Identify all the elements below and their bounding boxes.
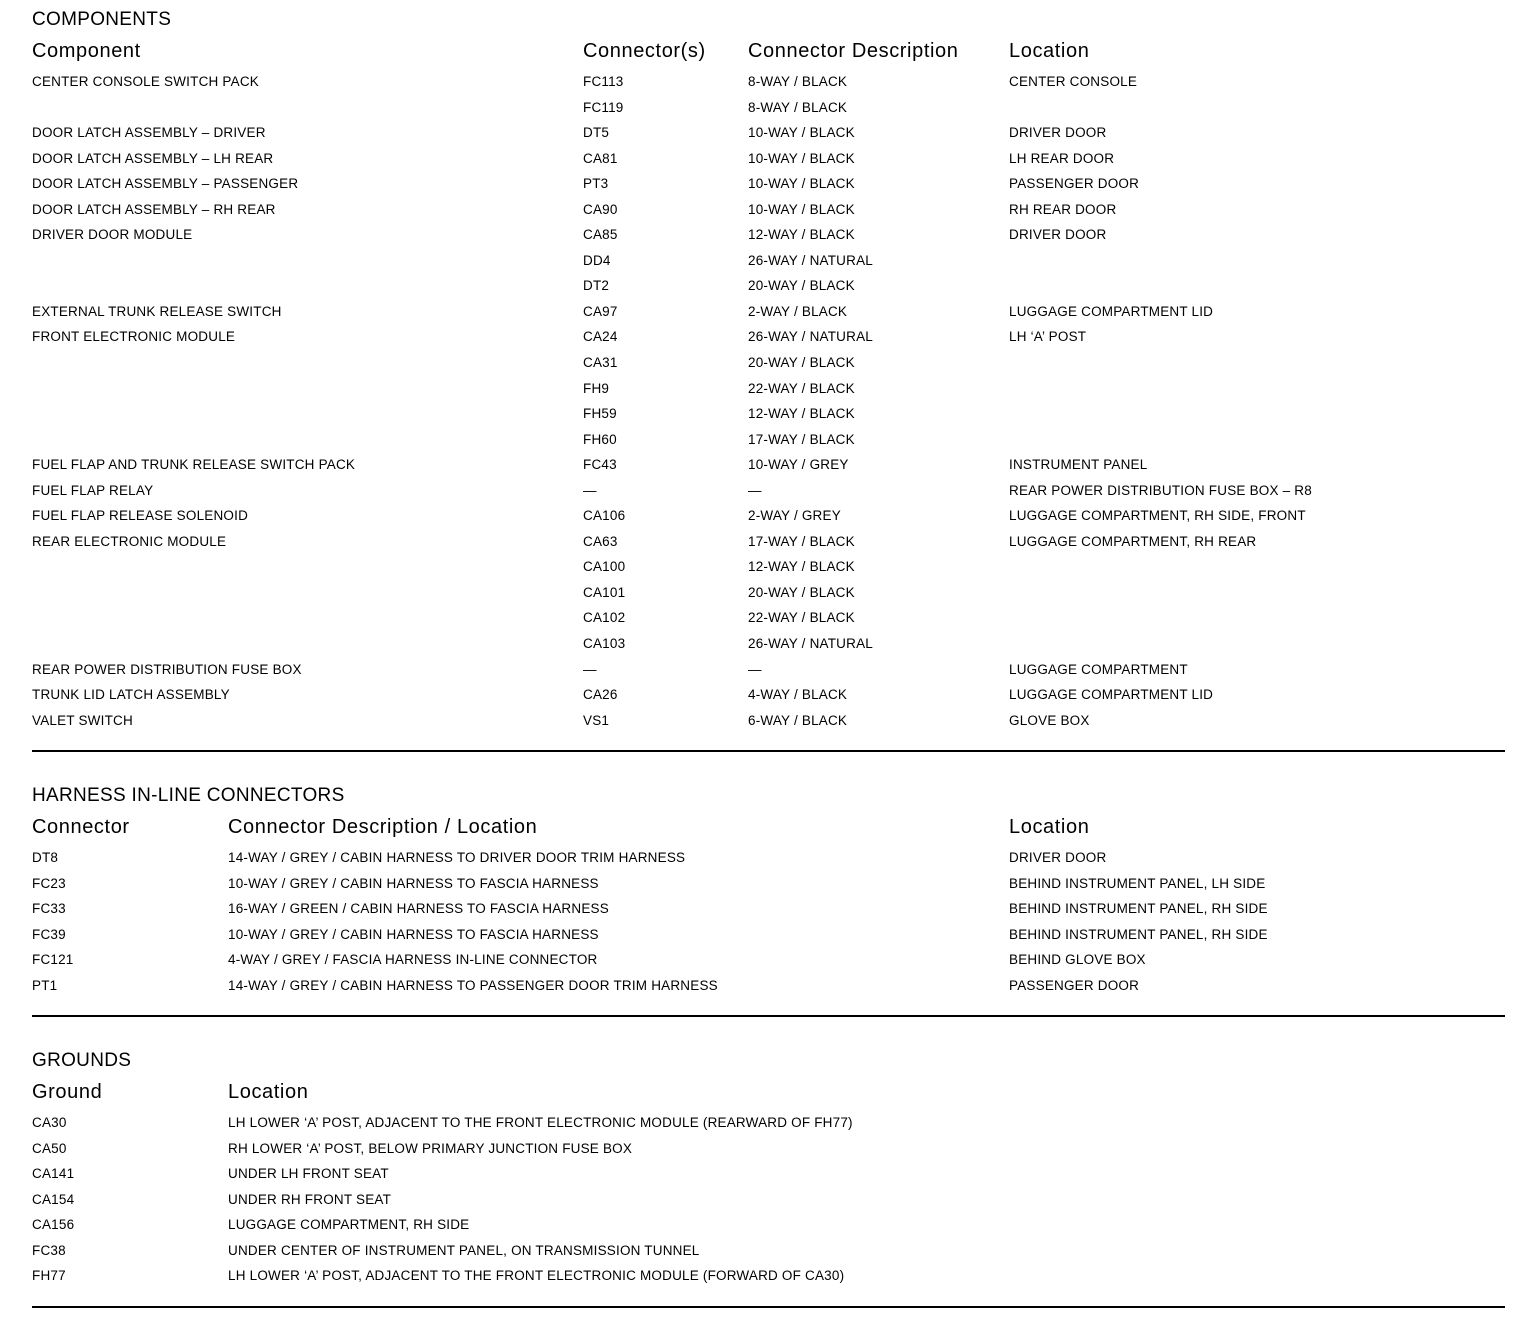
location-cell: UNDER RH FRONT SEAT <box>228 1191 392 1207</box>
component-cell: DOOR LATCH ASSEMBLY – LH REAR <box>32 150 274 166</box>
component-cell: FUEL FLAP RELAY <box>32 482 154 498</box>
grounds-divider <box>32 1306 1505 1308</box>
table-row <box>32 658 1505 684</box>
table-row <box>32 1188 1505 1214</box>
connector-cell: — <box>583 661 597 677</box>
location-cell: UNDER CENTER OF INSTRUMENT PANEL, ON TRANSMISSION TUNNEL <box>228 1242 700 1258</box>
harness-header-row <box>32 810 1505 846</box>
description-cell: 14-WAY / GREY / CABIN HARNESS TO DRIVER DOOR TRIM HARNESS <box>228 850 686 865</box>
connector-cell: CA106 <box>583 508 626 524</box>
component-cell: DRIVER DOOR MODULE <box>32 227 193 243</box>
connector-cell: FC113 <box>583 74 624 89</box>
header-location: Location <box>1009 816 1090 838</box>
table-row <box>32 198 1505 224</box>
description-cell: 4-WAY / GREY / FASCIA HARNESS IN-LINE CONNECTOR <box>228 952 598 968</box>
table-row <box>32 632 1505 658</box>
connector-cell: CA103 <box>583 636 626 652</box>
connector-cell: DT8 <box>32 850 59 865</box>
location-cell: LUGGAGE COMPARTMENT, RH SIDE <box>228 1217 470 1233</box>
harness-title: HARNESS IN-LINE CONNECTORS <box>32 785 345 806</box>
connector-cell: PT1 <box>32 977 58 993</box>
connector-cell: FH9 <box>583 380 610 396</box>
description-cell: 26-WAY / NATURAL <box>748 329 873 345</box>
location-cell: DRIVER DOOR <box>1009 227 1107 243</box>
table-row <box>32 479 1505 505</box>
connector-cell: CA24 <box>583 329 618 345</box>
table-row <box>32 974 1505 1000</box>
description-cell: 10-WAY / BLACK <box>748 125 855 141</box>
description-cell: 2-WAY / GREY <box>748 508 841 524</box>
ground-cell: CA154 <box>32 1191 75 1207</box>
connector-cell: CA97 <box>583 303 618 319</box>
description-cell: 22-WAY / BLACK <box>748 380 855 396</box>
component-cell: REAR ELECTRONIC MODULE <box>32 533 227 549</box>
description-cell: 10-WAY / GREY / CABIN HARNESS TO FASCIA HARNESS <box>228 926 599 942</box>
description-cell: — <box>748 482 762 498</box>
table-row <box>32 121 1505 147</box>
description-cell: 17-WAY / BLACK <box>748 533 855 549</box>
connector-cell: CA85 <box>583 227 618 243</box>
components-divider <box>32 750 1505 752</box>
table-row <box>32 1137 1505 1163</box>
table-row <box>32 555 1505 581</box>
description-cell: 14-WAY / GREY / CABIN HARNESS TO PASSENGER DOOR TRIM HARNESS <box>228 977 718 993</box>
table-row <box>32 504 1505 530</box>
location-cell: DRIVER DOOR <box>1009 850 1107 865</box>
connector-cell: CA102 <box>583 610 626 626</box>
description-cell: 12-WAY / BLACK <box>748 406 855 422</box>
connector-cell: FC121 <box>32 952 74 968</box>
location-cell: CENTER CONSOLE <box>1009 74 1138 89</box>
location-cell: BEHIND INSTRUMENT PANEL, LH SIDE <box>1009 875 1266 891</box>
component-cell: FUEL FLAP RELEASE SOLENOID <box>32 508 249 524</box>
location-cell: INSTRUMENT PANEL <box>1009 457 1148 473</box>
table-row <box>32 1213 1505 1239</box>
components-section <box>32 6 1505 734</box>
description-cell: 20-WAY / BLACK <box>748 584 855 600</box>
table-row <box>32 1111 1505 1137</box>
connector-cell: CA31 <box>583 355 618 371</box>
location-cell: LH LOWER ‘A’ POST, ADJACENT TO THE FRONT ELECTRONIC MODULE (REARWARD OF FH77) <box>228 1115 853 1130</box>
location-cell: GLOVE BOX <box>1009 712 1090 728</box>
component-cell: CENTER CONSOLE SWITCH PACK <box>32 74 259 89</box>
location-cell: PASSENGER DOOR <box>1009 176 1140 192</box>
table-row <box>32 581 1505 607</box>
table-row <box>32 223 1505 249</box>
description-cell: 20-WAY / BLACK <box>748 278 855 294</box>
header-component: Component <box>32 40 141 62</box>
components-header-row <box>32 34 1505 70</box>
description-cell: 8-WAY / BLACK <box>748 74 848 89</box>
location-cell: PASSENGER DOOR <box>1009 977 1140 993</box>
ground-cell: FC38 <box>32 1242 66 1258</box>
location-cell: LUGGAGE COMPARTMENT, RH SIDE, FRONT <box>1009 508 1306 524</box>
table-row <box>32 897 1505 923</box>
connector-cell: CA26 <box>583 687 618 703</box>
table-row <box>32 530 1505 556</box>
header-location: Location <box>1009 40 1090 62</box>
location-cell: LUGGAGE COMPARTMENT LID <box>1009 687 1214 703</box>
connector-cell: CA90 <box>583 201 618 217</box>
harness-table-body <box>32 846 1505 999</box>
connector-cell: FC43 <box>583 457 617 473</box>
location-cell: RH REAR DOOR <box>1009 201 1117 217</box>
header-connector-description-location: Connector Description / Location <box>228 816 538 838</box>
header-ground: Ground <box>32 1081 103 1103</box>
connector-cell: FH59 <box>583 406 617 422</box>
description-cell: 26-WAY / NATURAL <box>748 252 873 268</box>
connector-cell: FC39 <box>32 926 66 942</box>
grounds-header-row <box>32 1075 1505 1111</box>
location-cell: BEHIND GLOVE BOX <box>1009 952 1146 968</box>
connector-cell: CA63 <box>583 533 618 549</box>
description-cell: 12-WAY / BLACK <box>748 227 855 243</box>
description-cell: 6-WAY / BLACK <box>748 712 848 728</box>
table-row <box>32 300 1505 326</box>
ground-cell: CA30 <box>32 1115 67 1130</box>
description-cell: — <box>748 661 762 677</box>
description-cell: 22-WAY / BLACK <box>748 610 855 626</box>
description-cell: 10-WAY / GREY <box>748 457 849 473</box>
connector-cell: FC33 <box>32 901 66 917</box>
header-connector-description: Connector Description <box>748 40 959 62</box>
description-cell: 2-WAY / BLACK <box>748 303 848 319</box>
location-cell: DRIVER DOOR <box>1009 125 1107 141</box>
description-cell: 10-WAY / BLACK <box>748 176 855 192</box>
ground-cell: CA50 <box>32 1140 67 1156</box>
table-row <box>32 1162 1505 1188</box>
connector-cell: FH60 <box>583 431 617 447</box>
component-cell: VALET SWITCH <box>32 712 133 728</box>
description-cell: 26-WAY / NATURAL <box>748 636 873 652</box>
description-cell: 4-WAY / BLACK <box>748 687 848 703</box>
table-row <box>32 249 1505 275</box>
location-cell: LH REAR DOOR <box>1009 150 1115 166</box>
table-row <box>32 172 1505 198</box>
description-cell: 10-WAY / GREY / CABIN HARNESS TO FASCIA HARNESS <box>228 875 599 891</box>
ground-cell: CA141 <box>32 1166 75 1182</box>
description-cell: 10-WAY / BLACK <box>748 201 855 217</box>
component-cell: REAR POWER DISTRIBUTION FUSE BOX <box>32 661 302 677</box>
table-row <box>32 453 1505 479</box>
table-row <box>32 709 1505 735</box>
table-row <box>32 70 1505 96</box>
location-cell: LH LOWER ‘A’ POST, ADJACENT TO THE FRONT ELECTRONIC MODULE (FORWARD OF CA30) <box>228 1268 845 1284</box>
ground-cell: FH77 <box>32 1268 66 1284</box>
table-row <box>32 377 1505 403</box>
components-table-body <box>32 70 1505 734</box>
components-title: COMPONENTS <box>32 9 172 30</box>
table-row <box>32 274 1505 300</box>
location-cell: REAR POWER DISTRIBUTION FUSE BOX – R8 <box>1009 482 1312 498</box>
description-cell: 10-WAY / BLACK <box>748 150 855 166</box>
component-cell: FUEL FLAP AND TRUNK RELEASE SWITCH PACK <box>32 457 356 473</box>
connector-cell: CA81 <box>583 150 618 166</box>
table-row <box>32 351 1505 377</box>
connector-cell: CA101 <box>583 584 626 600</box>
location-cell: LH ‘A’ POST <box>1009 329 1087 345</box>
location-cell: BEHIND INSTRUMENT PANEL, RH SIDE <box>1009 926 1268 942</box>
description-cell: 12-WAY / BLACK <box>748 559 855 575</box>
location-cell: UNDER LH FRONT SEAT <box>228 1166 389 1182</box>
component-cell: TRUNK LID LATCH ASSEMBLY <box>32 687 230 703</box>
connector-cell: DT5 <box>583 125 610 141</box>
ground-cell: CA156 <box>32 1217 75 1233</box>
table-row <box>32 428 1505 454</box>
table-row <box>32 325 1505 351</box>
connector-cell: DD4 <box>583 252 611 268</box>
grounds-section <box>32 1047 1505 1290</box>
component-cell: DOOR LATCH ASSEMBLY – RH REAR <box>32 201 276 217</box>
location-cell: BEHIND INSTRUMENT PANEL, RH SIDE <box>1009 901 1268 917</box>
connector-cell: FC23 <box>32 875 66 891</box>
connector-cell: FC119 <box>583 99 624 115</box>
component-cell: FRONT ELECTRONIC MODULE <box>32 329 236 345</box>
table-row <box>32 923 1505 949</box>
table-row <box>32 402 1505 428</box>
grounds-table-body <box>32 1111 1505 1290</box>
grounds-title: GROUNDS <box>32 1050 132 1071</box>
description-cell: 17-WAY / BLACK <box>748 431 855 447</box>
component-cell: DOOR LATCH ASSEMBLY – DRIVER <box>32 125 266 141</box>
connector-cell: VS1 <box>583 712 610 728</box>
connector-cell: DT2 <box>583 278 610 294</box>
table-row <box>32 96 1505 122</box>
component-cell: EXTERNAL TRUNK RELEASE SWITCH <box>32 303 282 319</box>
header-connector: Connector <box>32 816 130 838</box>
harness-section <box>32 782 1505 999</box>
location-cell: LUGGAGE COMPARTMENT <box>1009 661 1188 677</box>
connector-cell: CA100 <box>583 559 626 575</box>
harness-divider <box>32 1015 1505 1017</box>
table-row <box>32 1239 1505 1265</box>
description-cell: 16-WAY / GREEN / CABIN HARNESS TO FASCIA HARNESS <box>228 901 609 917</box>
table-row <box>32 683 1505 709</box>
table-row <box>32 1264 1505 1290</box>
table-row <box>32 872 1505 898</box>
header-connectors: Connector(s) <box>583 40 706 62</box>
table-row <box>32 147 1505 173</box>
location-cell: LUGGAGE COMPARTMENT, RH REAR <box>1009 533 1257 549</box>
table-row <box>32 948 1505 974</box>
table-row <box>32 846 1505 872</box>
header-location: Location <box>228 1081 309 1103</box>
component-cell: DOOR LATCH ASSEMBLY – PASSENGER <box>32 176 299 192</box>
table-row <box>32 606 1505 632</box>
description-cell: 8-WAY / BLACK <box>748 99 848 115</box>
description-cell: 20-WAY / BLACK <box>748 355 855 371</box>
location-cell: RH LOWER ‘A’ POST, BELOW PRIMARY JUNCTION FUSE BOX <box>228 1140 633 1156</box>
location-cell: LUGGAGE COMPARTMENT LID <box>1009 303 1214 319</box>
connector-cell: PT3 <box>583 176 609 192</box>
connector-cell: — <box>583 482 597 498</box>
